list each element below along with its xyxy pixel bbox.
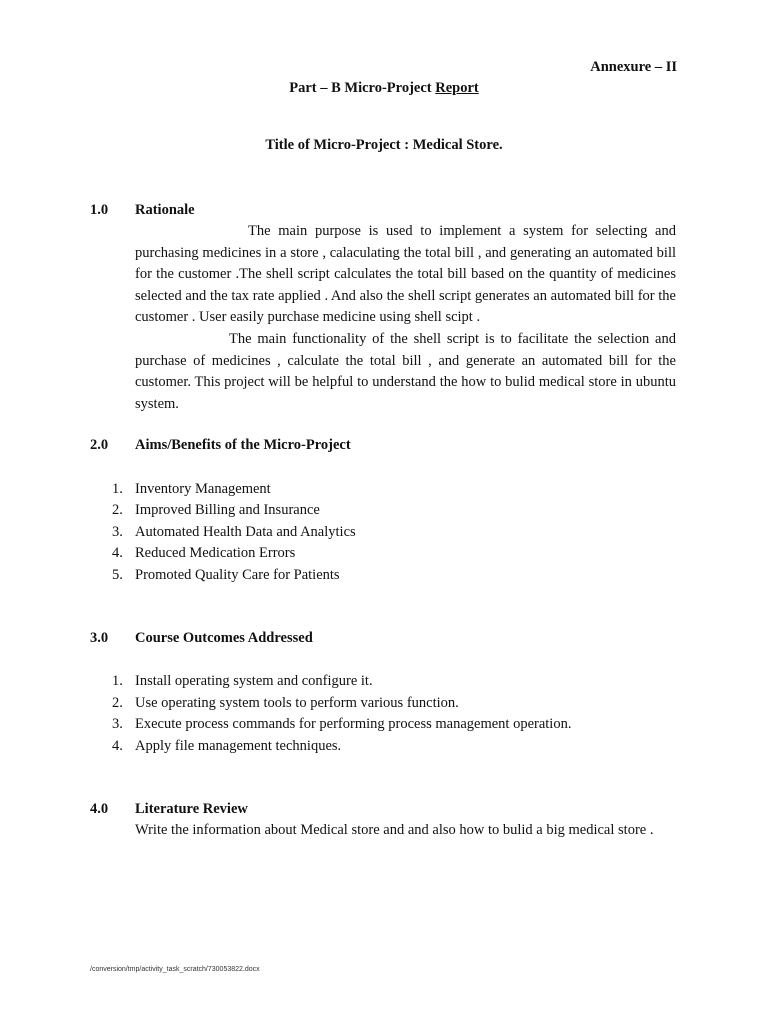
list-item-number: 3. <box>112 524 123 540</box>
list-item-text: Execute process commands for performing process management operation. <box>135 716 572 732</box>
list-item-text: Improved Billing and Insurance <box>135 502 320 518</box>
section-heading-outcomes: Course Outcomes Addressed <box>135 630 313 646</box>
list-item-number: 3. <box>112 716 123 732</box>
section-number-rationale: 1.0 <box>90 202 109 218</box>
list-item-number: 4. <box>112 545 123 561</box>
list-item-number: 2. <box>112 695 123 711</box>
list-item-text: Reduced Medication Errors <box>135 545 296 561</box>
literature-text: Write the information about Medical store and and also how to bulid a big medical store . <box>135 822 654 838</box>
list-item-text: Use operating system tools to perform various function. <box>135 695 459 711</box>
footer-file-path: /conversion/tmp/activity_task_scratch/730053822.docx <box>90 966 260 973</box>
list-item-number: 2. <box>112 502 123 518</box>
list-item-number: 5. <box>112 567 123 583</box>
list-item-text: Install operating system and configure it. <box>135 673 373 689</box>
section-number-literature: 4.0 <box>90 801 109 817</box>
rationale-paragraph-2: The main functionality of the shell script is to facilitate the selection and purchase of medicines , calculate the total bill , and generate an automated bill for the customer. This project will be helpful to understand the how to bulid medical store in ubuntu system. <box>135 331 676 412</box>
list-item-text: Inventory Management <box>135 481 271 497</box>
section-number-outcomes: 3.0 <box>90 630 109 646</box>
part-heading-prefix: Part – B Micro-Project <box>289 80 436 96</box>
list-item-text: Promoted Quality Care for Patients <box>135 567 340 583</box>
section-heading-aims: Aims/Benefits of the Micro-Project <box>135 437 351 453</box>
part-heading-underlined: Report <box>435 80 479 96</box>
list-item-text: Automated Health Data and Analytics <box>135 524 356 540</box>
list-item-number: 1. <box>112 673 123 689</box>
project-title: Title of Micro-Project : Medical Store. <box>265 137 503 153</box>
section-heading-literature: Literature Review <box>135 801 248 817</box>
section-number-aims: 2.0 <box>90 437 109 453</box>
list-item-number: 4. <box>112 738 123 754</box>
part-heading <box>0 80 768 97</box>
rationale-paragraph-1: The main purpose is used to implement a system for selecting and purchasing medicines in a store , calaculating the total bill , and generating an automated bill for the customer .The shell script calculates the total bill based on the quantity of medicines selected and the tax rate applied . And also the shell script generates an automated bill for the customer . User easily purchase medicine using shell scipt . <box>135 223 676 326</box>
section-heading-rationale: Rationale <box>135 202 195 218</box>
list-item-number: 1. <box>112 481 123 497</box>
list-item-text: Apply file management techniques. <box>135 738 342 754</box>
annexure-label: Annexure – II <box>590 59 677 75</box>
